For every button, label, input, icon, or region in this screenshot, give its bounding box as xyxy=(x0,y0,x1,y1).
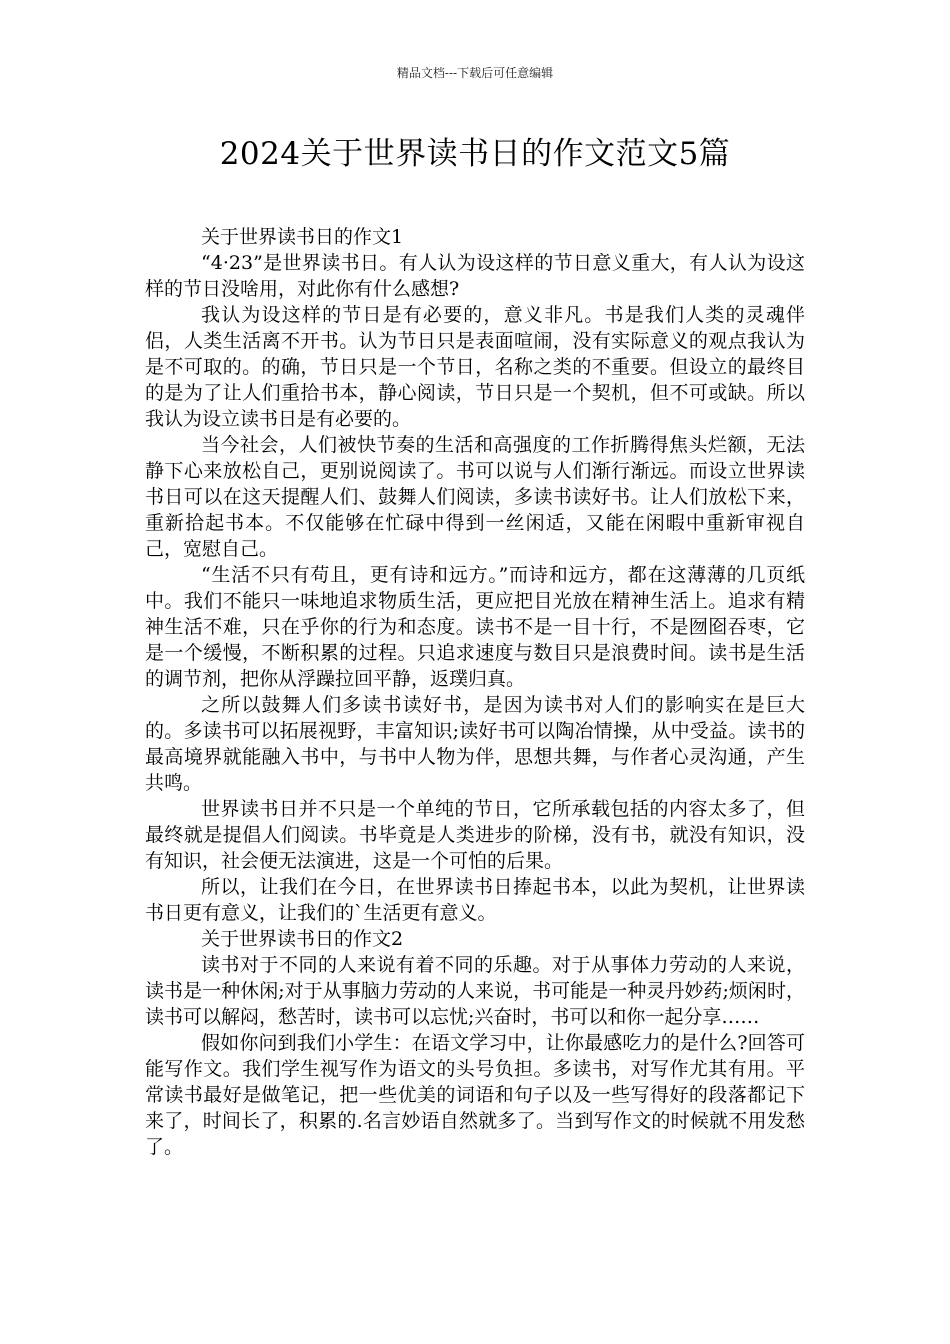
document-title: 2024关于世界读书日的作文范文5篇 xyxy=(219,136,731,172)
essay-heading-1: 关于世界读书日的作文1 xyxy=(201,226,404,248)
document-body xyxy=(145,224,805,1160)
essay-heading-2: 关于世界读书日的作文2 xyxy=(201,928,404,950)
paragraph: “生活不只有苟且，更有诗和远方。”而诗和远方，都在这薄薄的几页纸中。我们不能只一味地追求物质生活，更应把目光放在精神生活上。追求有精神生活不难，只在乎你的行为和态度。读书不是一目十行，不是囫囵吞枣，它是一个缓慢，不断积累的过程。只追求速度与数目只是浪费时间。读书是生活的调节剂，把你从浮躁拉回平静，返璞归真。 xyxy=(145,564,805,690)
paragraph: “4·23”是世界读书日。有人认为设这样的节日意义重大，有人认为设这样的节日没啥用，对此你有什么感想? xyxy=(145,252,805,300)
paragraph: 假如你问到我们小学生：在语文学习中，让你最感吃力的是什么?回答可能写作文。我们学生视写作为语文的头号负担。多读书，对写作尤其有用。平常读书最好是做笔记，把一些优美的词语和句子以及一些写得好的段落都记下来了，时间长了，积累的.名言妙语自然就多了。当到写作文的时候就不用发愁了。 xyxy=(145,1032,805,1158)
paragraph: 我认为设这样的节日是有必要的，意义非凡。书是我们人类的灵魂伴侣，人类生活离不开书。认为节日只是表面喧闹，没有实际意义的观点我认为是不可取的。的确，节日只是一个节日，名称之类的不重要。但设立的最终目的是为了让人们重拾书本，静心阅读，节日只是一个契机，但不可或缺。所以我认为设立读书日是有必要的。 xyxy=(145,304,805,430)
paragraph: 当今社会，人们被快节奏的生活和高强度的工作折腾得焦头烂额，无法静下心来放松自己，更别说阅读了。书可以说与人们渐行渐远。而设立世界读书日可以在这天提醒人们、鼓舞人们阅读，多读书读好书。让人们放松下来，重新拾起书本。不仅能够在忙碌中得到一丝闲适，又能在闲暇中重新审视自己，宽慰自己。 xyxy=(145,434,805,560)
header-note: 精品文档---下载后可任意编辑 xyxy=(396,66,554,80)
paragraph: 读书对于不同的人来说有着不同的乐趣。对于从事体力劳动的人来说，读书是一种休闲;对于从事脑力劳动的人来说，书可能是一种灵丹妙药;烦闲时，读书可以解闷，愁苦时，读书可以忘忧;兴奋时，书可以和你一起分享…… xyxy=(145,954,805,1028)
paragraph: 世界读书日并不只是一个单纯的节日，它所承载包括的内容太多了，但最终就是提倡人们阅读。书毕竟是人类进步的阶梯，没有书，就没有知识，没有知识，社会便无法演进，这是一个可怕的后果。 xyxy=(145,798,805,872)
paragraph: 所以，让我们在今日，在世界读书日捧起书本，以此为契机，让世界读书日更有意义，让我们的`生活更有意义。 xyxy=(145,876,805,924)
paragraph: 之所以鼓舞人们多读书读好书，是因为读书对人们的影响实在是巨大的。多读书可以拓展视野，丰富知识;读好书可以陶冶情操，从中受益。读书的最高境界就能融入书中，与书中人物为伴，思想共舞，与作者心灵沟通，产生共鸣。 xyxy=(145,694,805,794)
